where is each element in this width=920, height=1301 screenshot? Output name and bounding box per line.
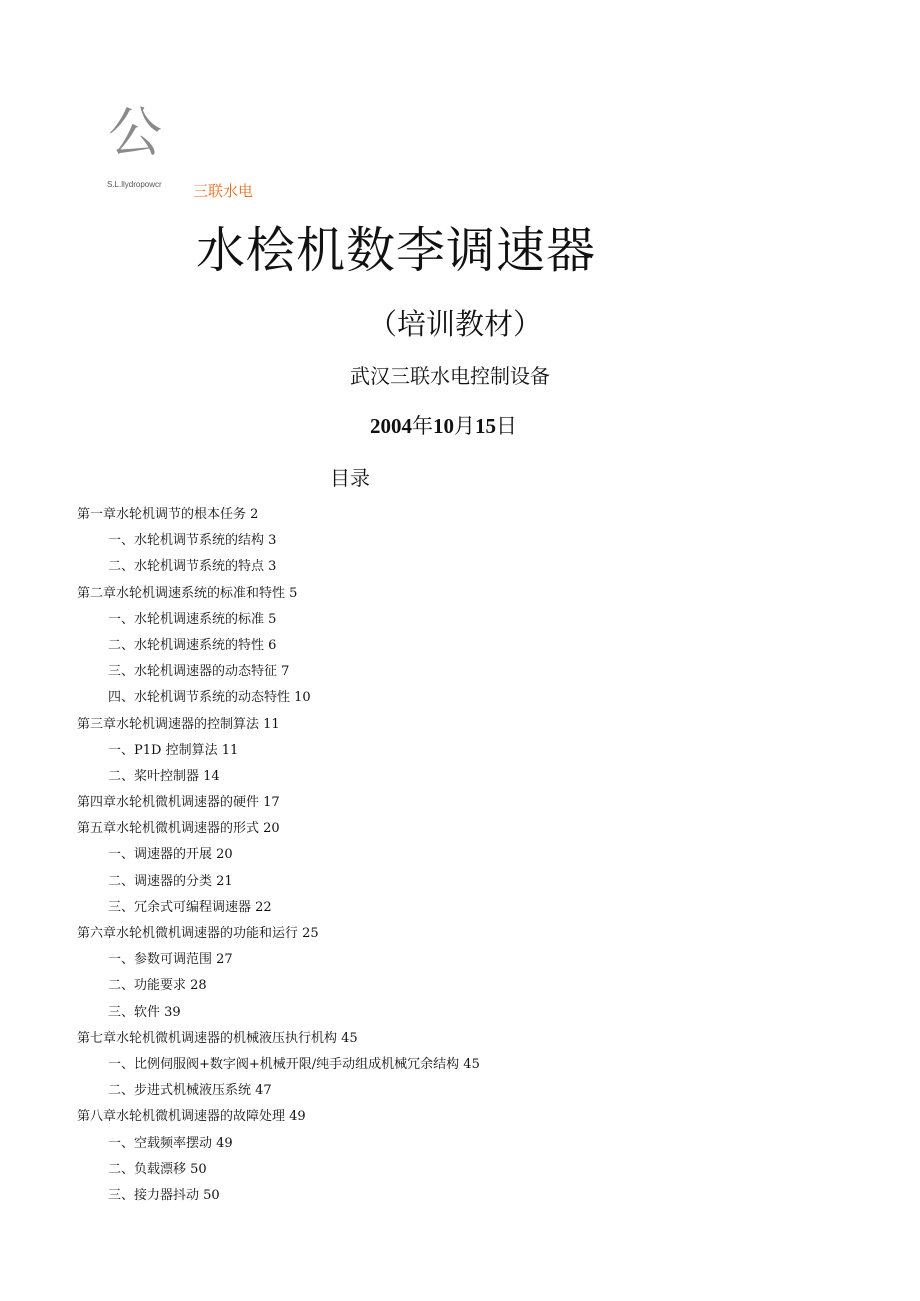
toc-chapter-entry[interactable]: 第一章水轮机调节的根本任务 2 bbox=[77, 507, 259, 522]
toc-section-entry[interactable]: 二、水轮机调速系统的特性 6 bbox=[108, 637, 277, 653]
date-month: 10 bbox=[433, 414, 454, 438]
toc-section-entry[interactable]: 一、参数可调范围 27 bbox=[108, 952, 233, 968]
toc-section-entry[interactable]: 一、水轮机调速系统的标准 5 bbox=[108, 611, 277, 627]
document-title: 水桧机数李调速器 bbox=[196, 222, 597, 279]
toc-chapter-entry[interactable]: 第六章水轮机微机调速器的功能和运行 25 bbox=[77, 926, 319, 941]
toc-chapter-entry[interactable]: 第七章水轮机微机调速器的机械液压执行机构 45 bbox=[77, 1030, 358, 1046]
company-name: 武汉三联水电控制设备 bbox=[350, 364, 550, 388]
date-day-unit: 日 bbox=[496, 414, 517, 438]
date-year: 2004 bbox=[370, 414, 412, 438]
toc-section-entry[interactable]: 四、水轮机调节系统的动态特性 10 bbox=[108, 690, 311, 706]
toc-chapter-entry[interactable]: 第二章水轮机调速系统的标准和特性 5 bbox=[77, 585, 298, 601]
date-month-unit: 月 bbox=[454, 414, 475, 438]
toc-section-entry[interactable]: 二、水轮机调节系统的特点 3 bbox=[108, 559, 277, 575]
logo-mark-icon: 公 bbox=[108, 101, 162, 164]
toc-section-entry[interactable]: 一、P1D 控制算法 11 bbox=[108, 742, 239, 758]
toc-section-entry[interactable]: 一、空载频率摆动 49 bbox=[108, 1135, 233, 1151]
date-year-unit: 年 bbox=[412, 414, 433, 438]
toc-section-entry[interactable]: 三、水轮机调速器的动态特征 7 bbox=[108, 664, 290, 680]
toc-chapter-entry[interactable]: 第五章水轮机微机调速器的形式 20 bbox=[77, 821, 280, 837]
toc-section-entry[interactable]: 二、功能要求 28 bbox=[108, 978, 207, 994]
toc-section-entry[interactable]: 一、水轮机调节系统的结构 3 bbox=[108, 533, 277, 549]
publication-date bbox=[370, 410, 517, 440]
toc-chapter-entry[interactable]: 第四章水轮机微机调速器的硬件 17 bbox=[77, 795, 280, 811]
toc-section-entry[interactable]: 二、负载漂移 50 bbox=[108, 1161, 207, 1177]
toc-section-entry[interactable]: 二、桨叶控制器 14 bbox=[108, 768, 220, 784]
toc-section-entry[interactable]: 一、调速器的开展 20 bbox=[108, 847, 233, 863]
toc-chapter-entry[interactable]: 第三章水轮机调速器的控制算法 11 bbox=[77, 716, 280, 732]
toc-section-entry[interactable]: 二、调速器的分类 21 bbox=[108, 873, 233, 889]
toc-section-entry[interactable]: 三、接力器抖动 50 bbox=[108, 1187, 220, 1203]
toc-section-entry[interactable]: 二、步进式机械液压系统 47 bbox=[108, 1083, 272, 1099]
date-day: 15 bbox=[475, 414, 496, 438]
toc-section-entry[interactable]: 三、软件 39 bbox=[108, 1004, 181, 1020]
logo-chinese-text: 三联水电 bbox=[193, 182, 254, 200]
document-subtitle: （培训教材） bbox=[368, 307, 543, 341]
logo-english-text: S.L.llydropowcr bbox=[107, 180, 162, 189]
toc-chapter-entry[interactable]: 第八章水轮机微机调速器的故障处理 49 bbox=[77, 1109, 306, 1125]
toc-section-entry[interactable]: 三、冗余式可编程调速器 22 bbox=[108, 899, 272, 915]
toc-heading: 目录 bbox=[330, 466, 370, 490]
toc-section-entry[interactable]: 一、比例伺服阀+数字阀+机械开限/纯手动组成机械冗余结构 45 bbox=[108, 1056, 480, 1072]
table-of-contents bbox=[77, 502, 877, 1209]
